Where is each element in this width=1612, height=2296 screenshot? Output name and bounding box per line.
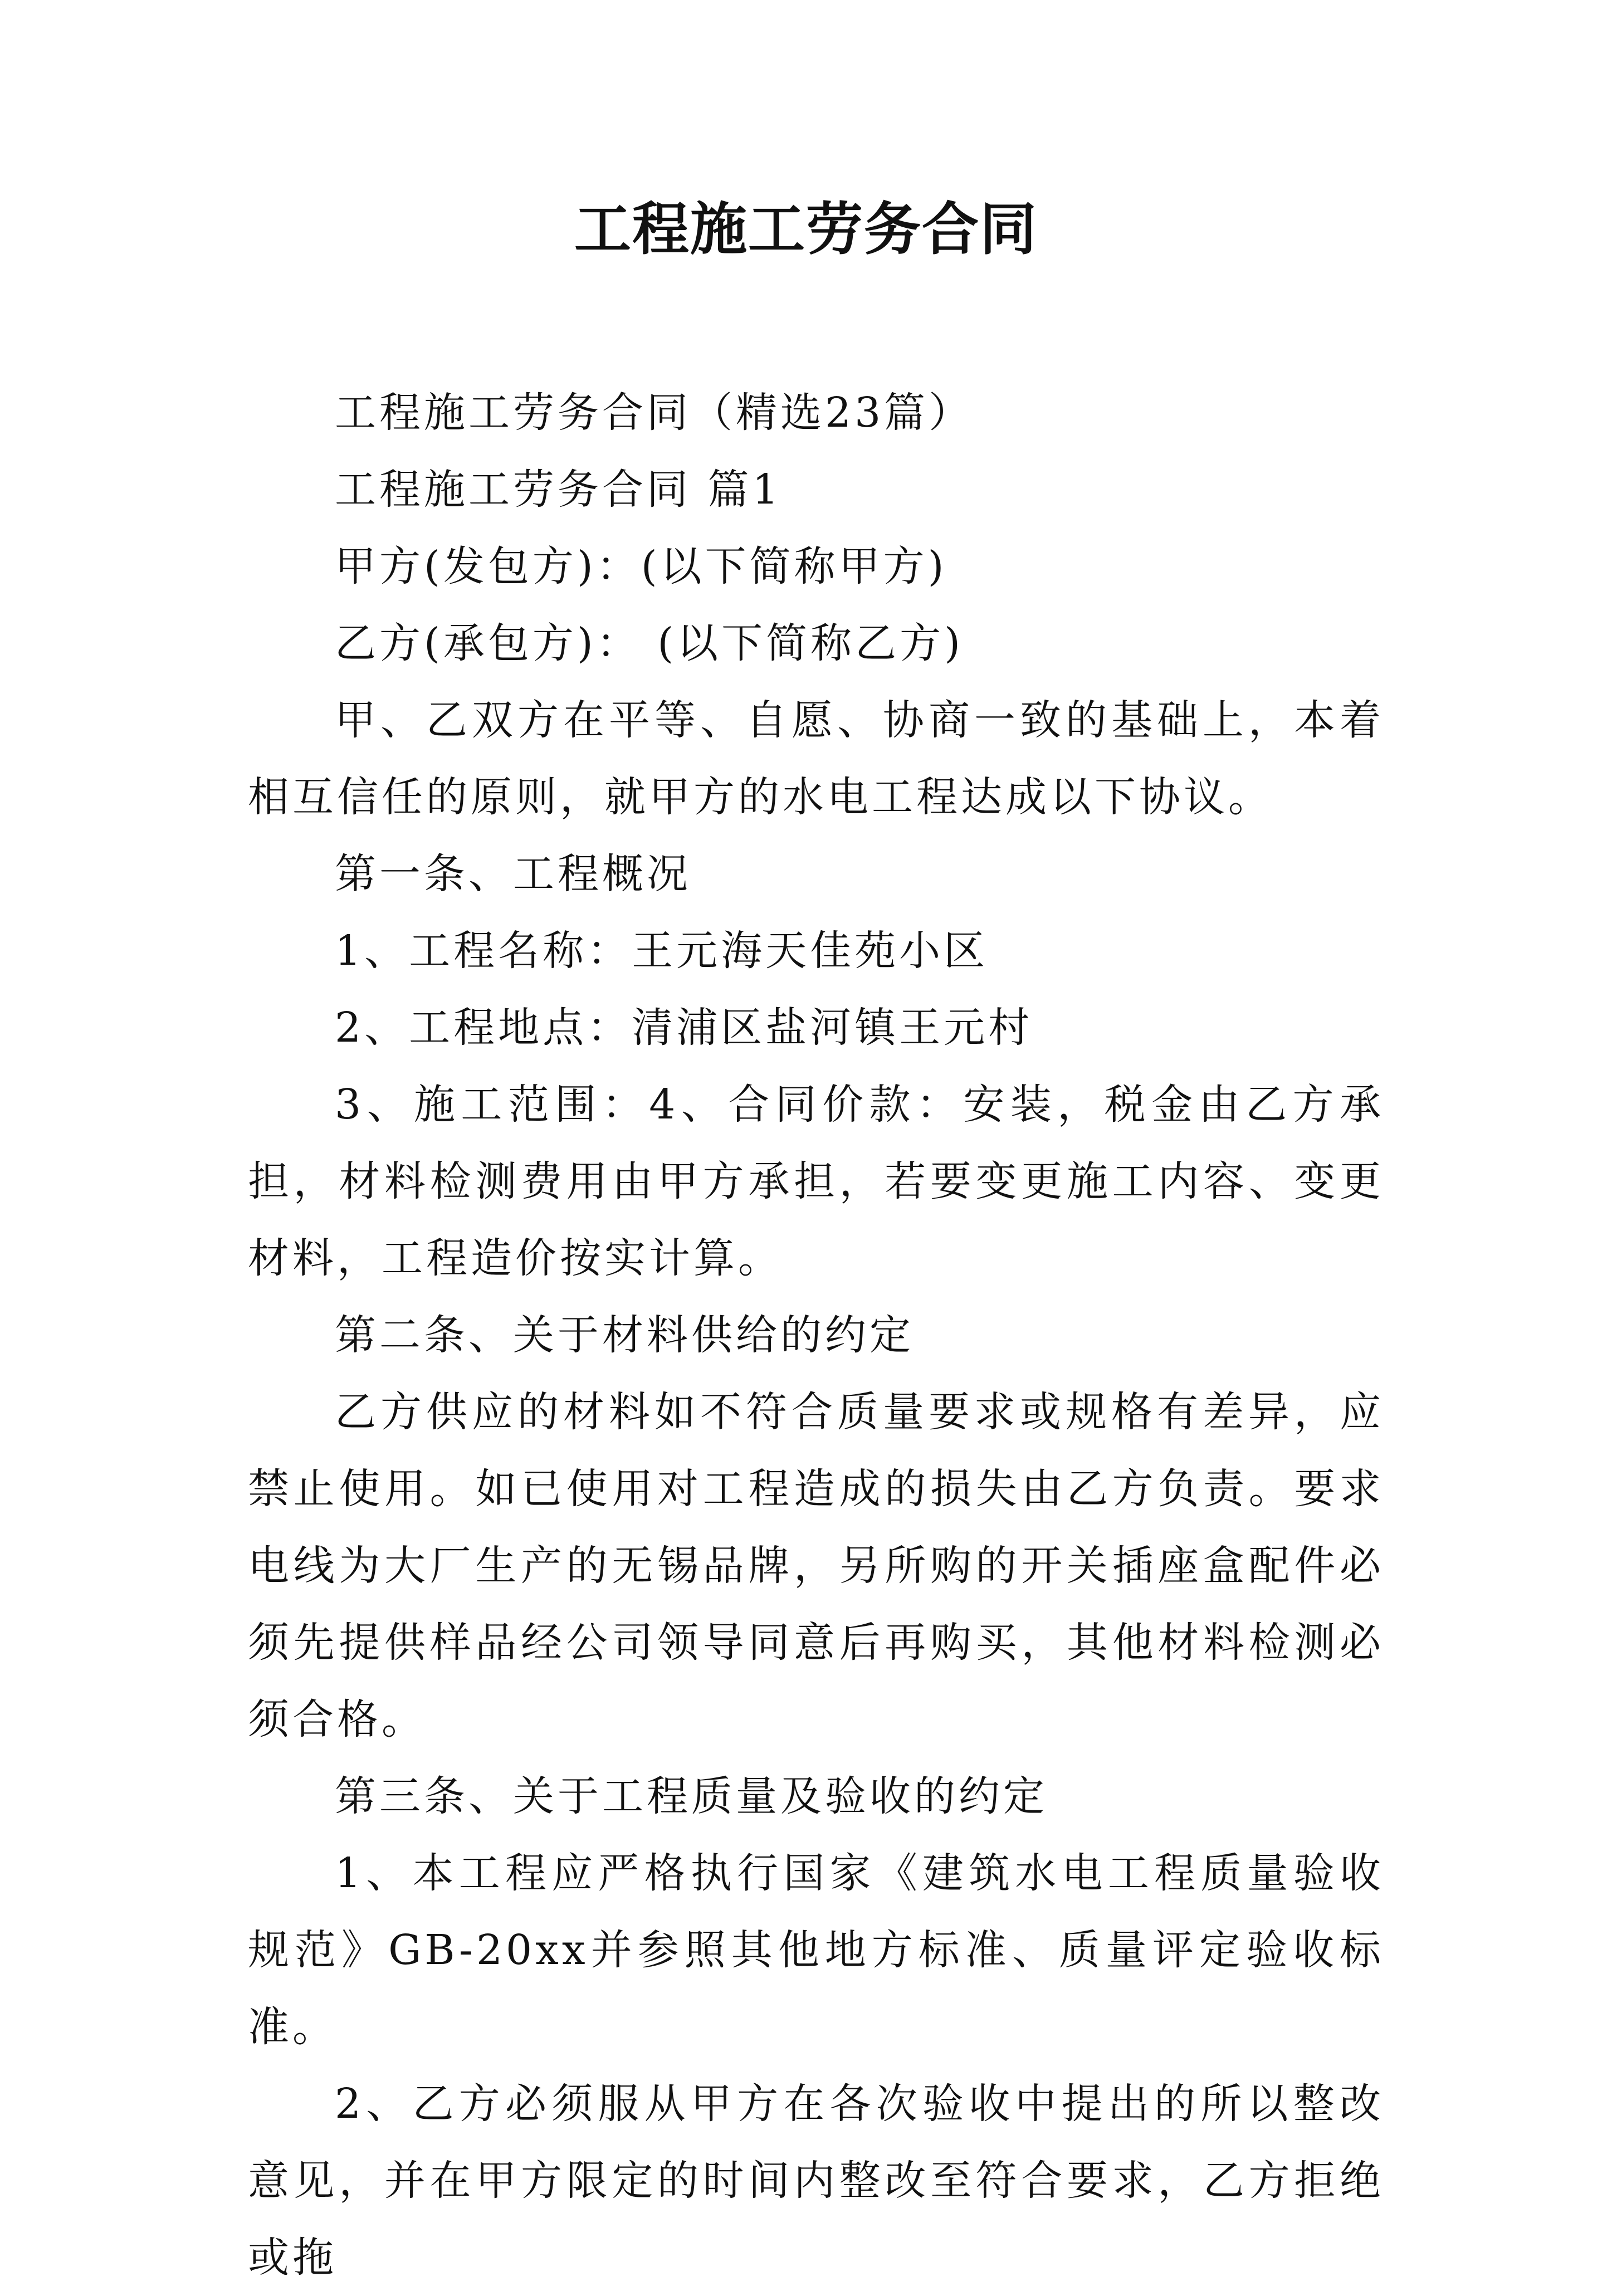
paragraph: 工程施工劳务合同（精选23篇）	[335, 389, 974, 437]
paragraph: 3、施工范围：4、合同价款：安装，税金由乙方承担，材料检测费用由甲方承担，若要变更施工内容、变更材料，工程造价按实计算。	[248, 1081, 1384, 1282]
paragraph: 2、乙方必须服从甲方在各次验收中提出的所以整改意见，并在甲方限定的时间内整改至符合要求，乙方拒绝或拖	[248, 2080, 1384, 2282]
paragraph: 1、本工程应严格执行国家《建筑水电工程质量验收规范》GB-20xx并参照其他地方标准、质量评定验收标准。	[248, 1849, 1384, 2051]
paragraph: 2、工程地点：清浦区盐河镇王元村	[335, 1004, 1033, 1052]
document-title: 工程施工劳务合同	[574, 196, 1038, 263]
document-body	[248, 374, 1384, 2296]
paragraph: 乙方(承包方)： (以下简称乙方)	[335, 619, 964, 667]
paragraph: 1、工程名称：王元海天佳苑小区	[335, 927, 989, 975]
paragraph: 甲、乙双方在平等、自愿、协商一致的基础上，本着相互信任的原则，就甲方的水电工程达成以下协议。	[248, 696, 1384, 821]
paragraph: 乙方供应的材料如不符合质量要求或规格有差异，应禁止使用。如已使用对工程造成的损失由乙方负责。要求电线为大厂生产的无锡品牌，另所购的开关插座盒配件必须先提供样品经公司领导同意后再购买，其他材料检测必须合格。	[248, 1388, 1384, 1743]
paragraph: 第三条、关于工程质量及验收的约定	[335, 1772, 1048, 1820]
paragraph: 工程施工劳务合同 篇1	[335, 466, 782, 514]
paragraph: 甲方(发包方)：(以下简称甲方)	[335, 543, 947, 590]
paragraph: 第一条、工程概况	[335, 850, 691, 898]
paragraph: 第二条、关于材料供给的约定	[335, 1311, 914, 1359]
